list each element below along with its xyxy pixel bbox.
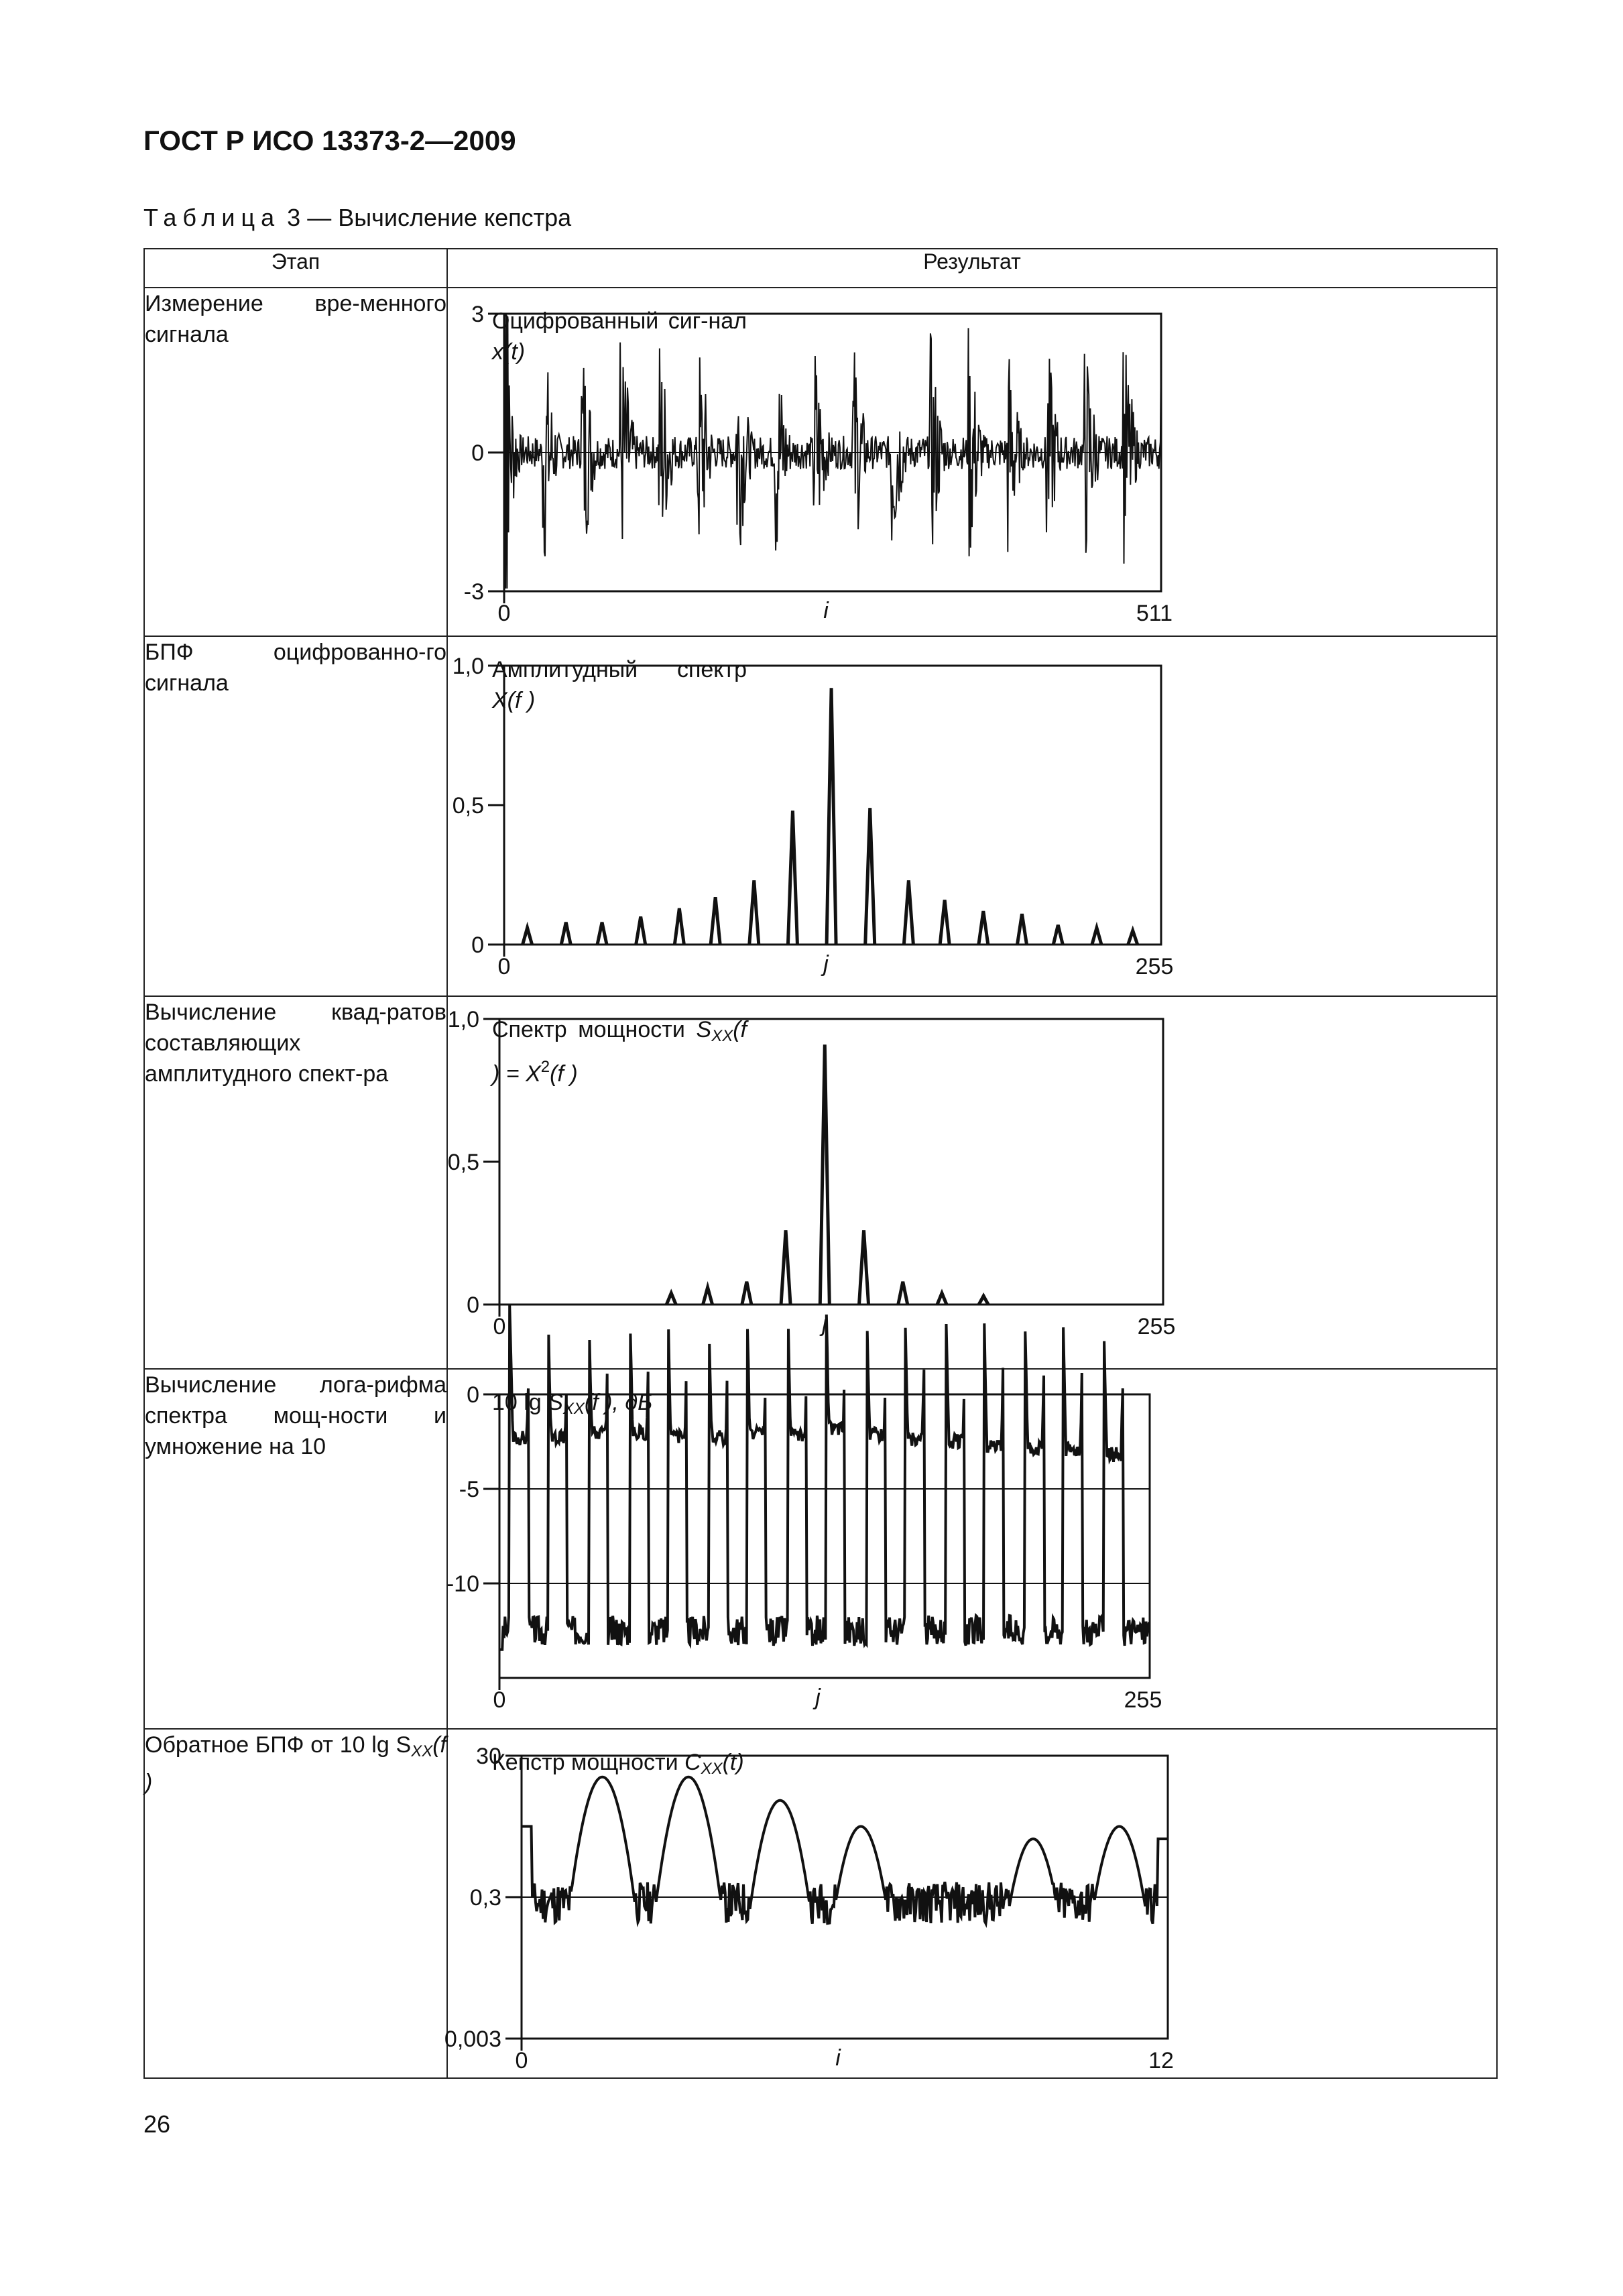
x-tick-label: 255 — [1135, 954, 1174, 979]
x-axis-label: i — [823, 598, 829, 623]
x-tick-label: 255 — [1124, 1687, 1162, 1713]
spectral-peak — [979, 911, 988, 945]
caption-word: Таблица — [143, 204, 281, 231]
y-tick-label: 0 — [471, 440, 484, 466]
spectral-peak — [523, 928, 532, 945]
stage-cell: БПФ оцифрованно-го сигнала — [144, 636, 447, 996]
x-tick-label: 0 — [497, 601, 511, 626]
caption-number: 3 — [287, 204, 301, 231]
spectral-peak — [937, 1293, 947, 1305]
x-axis-label: j — [815, 1685, 821, 1710]
table-caption — [143, 204, 571, 232]
result-description: Амплитудный спектр X(f ) — [492, 657, 747, 713]
y-tick-label: 0,5 — [447, 1150, 479, 1175]
spectral-peak — [742, 1282, 752, 1305]
table-row — [144, 996, 1497, 1369]
spectral-peak — [703, 1287, 713, 1305]
stage-cell: Вычисление квад-ратов составляющих амплитудного спект-ра — [144, 996, 447, 1369]
cepstrum-line — [522, 1777, 1168, 1924]
x-tick-label: 511 — [1136, 601, 1173, 626]
caption-rest: — Вычисление кепстра — [300, 204, 572, 231]
y-tick-label: 0,003 — [444, 2027, 501, 2052]
col-header-stage: Этап — [144, 249, 447, 288]
result-cell — [447, 996, 1497, 1369]
spectral-peak — [1053, 925, 1063, 945]
spectral-peak — [1092, 928, 1101, 945]
y-tick-label: 0,3 — [469, 1885, 501, 1911]
x-tick-label: 0 — [493, 1314, 506, 1339]
cepstrum-table — [143, 248, 1498, 2079]
table-row — [144, 288, 1497, 636]
result-cell — [444, 1729, 1497, 2078]
spectral-peak — [636, 916, 646, 945]
y-tick-label: 0 — [467, 1382, 479, 1408]
spectral-peak — [749, 880, 759, 945]
spectral-peak — [979, 1296, 988, 1305]
page-number: 26 — [143, 2110, 171, 2138]
x-tick-label: 0 — [493, 1687, 506, 1713]
spectral-peak — [597, 922, 607, 945]
y-tick-label: 1,0 — [447, 1007, 479, 1032]
y-tick-label: -5 — [459, 1477, 479, 1502]
result-cell — [447, 636, 1497, 996]
y-tick-label: 0 — [471, 932, 484, 958]
x-axis-label: j — [823, 951, 829, 977]
table-row — [144, 1369, 1497, 1729]
y-tick-label: 3 — [471, 302, 484, 327]
spectral-peak — [711, 897, 720, 945]
result-description: 10 $\lg S_{XX}(f$ ), дБ — [492, 1390, 653, 1418]
table-row — [144, 1729, 1497, 2078]
spectral-peak — [561, 922, 570, 945]
spectral-peak — [1017, 914, 1026, 945]
y-tick-label: 1,0 — [452, 654, 484, 679]
spectral-peak — [940, 900, 949, 945]
x-axis-label: i — [835, 2045, 841, 2071]
col-header-result: Результат — [447, 249, 1497, 288]
x-tick-label: 0 — [497, 954, 511, 979]
table-row — [144, 636, 1497, 996]
spectral-peak — [781, 1230, 790, 1305]
y-tick-label: -10 — [446, 1571, 479, 1597]
y-tick-label: 0,5 — [452, 793, 484, 819]
spectral-peak — [865, 808, 875, 945]
stage-cell: Обратное БПФ от 10 lg SXX(f ) — [144, 1729, 447, 2078]
result-description: Кепстр мощности $C_{XX}(t)$ — [492, 1750, 744, 1778]
spectral-peak — [820, 1044, 829, 1305]
spectral-peak — [904, 880, 913, 945]
y-tick-label: -3 — [463, 579, 484, 605]
result-cell — [447, 1369, 1497, 1729]
result-cell — [447, 288, 1497, 636]
spectral-peak — [827, 688, 836, 945]
y-tick-label: 30 — [476, 1744, 501, 1769]
spectral-peak — [1128, 930, 1138, 945]
result-description: Спектр мощности $S_{XX}(f$ ) = $X^2(f$ ) — [492, 1017, 747, 1087]
spectral-peak — [788, 810, 797, 945]
stage-cell: Вычисление лога-рифма спектра мощ-ности и умножение на 10 — [144, 1369, 447, 1729]
spectral-peak — [666, 1293, 676, 1305]
x-axis-label: j — [822, 1311, 827, 1337]
x-tick-label: 255 — [1137, 1314, 1176, 1339]
y-tick-label: 0 — [467, 1292, 479, 1318]
spectral-peak — [898, 1282, 908, 1305]
x-tick-label: 12 — [1148, 2048, 1174, 2073]
spectral-peak — [674, 908, 684, 945]
x-tick-label: 0 — [515, 2048, 528, 2073]
result-description: Оцифрованный сиг-нал x(t) — [492, 308, 747, 365]
document-header: ГОСТ Р ИСО 13373-2—2009 — [143, 125, 516, 156]
stage-cell: Измерение вре-менного сигнала — [144, 288, 447, 636]
spectral-peak — [859, 1230, 869, 1305]
